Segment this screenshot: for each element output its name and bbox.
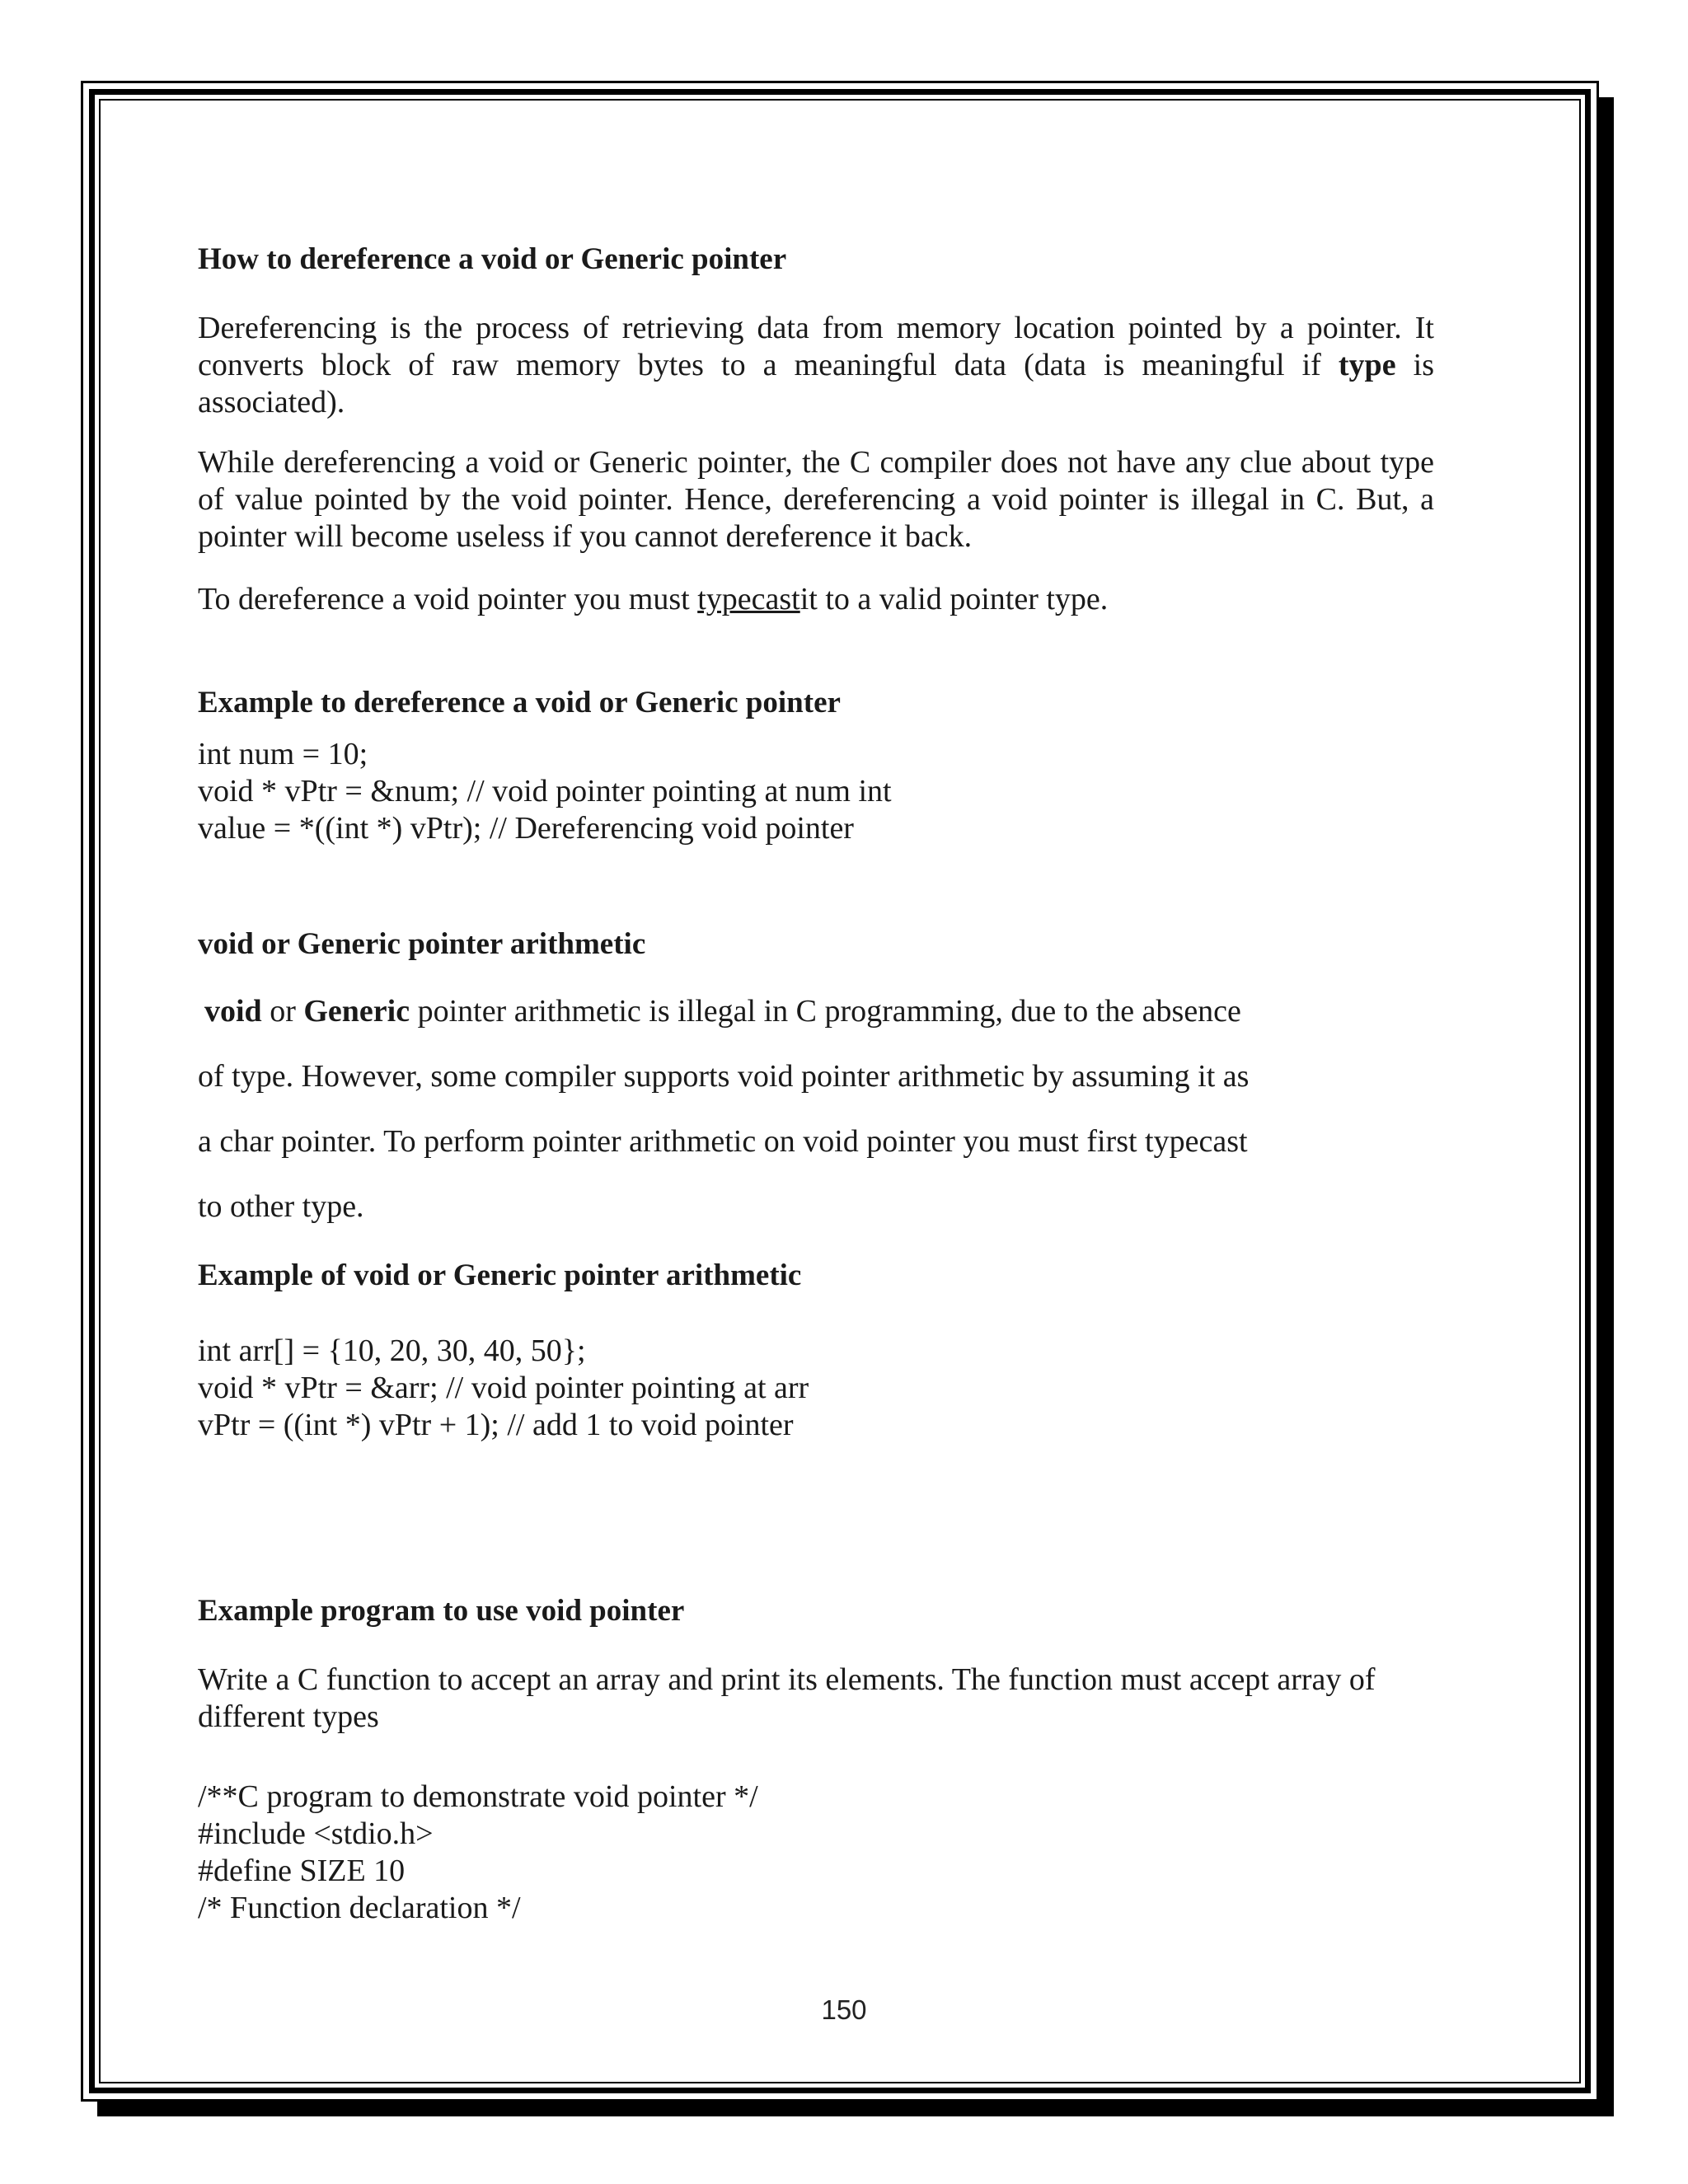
page-number: 150 bbox=[821, 1994, 867, 2025]
bold-generic: Generic bbox=[303, 994, 410, 1029]
paragraph-program-task: Write a C function to accept an array and print its elements. The function must accept array of different types bbox=[198, 1662, 1376, 1734]
code-line: /* Function declaration */ bbox=[198, 1891, 521, 1925]
code-block-program bbox=[198, 1779, 1434, 1927]
p1-bold-type: type bbox=[1338, 348, 1396, 382]
code-block-dereference bbox=[198, 736, 1434, 847]
arithmetic-line-3: a char pointer. To perform pointer arithmetic on void pointer you must first typecast bbox=[198, 1124, 1248, 1159]
bold-void: void bbox=[204, 994, 262, 1029]
p3-text-a: To dereference a void pointer you must bbox=[198, 582, 698, 616]
section-heading-dereference: How to dereference a void or Generic pointer bbox=[198, 242, 787, 276]
code-line: #include <stdio.h> bbox=[198, 1816, 434, 1851]
section-heading-arithmetic-example: Example of void or Generic pointer arithmetic bbox=[198, 1258, 802, 1292]
code-line: int num = 10; bbox=[198, 737, 368, 771]
paragraph-void-dereference-illegal: While dereferencing a void or Generic pointer, the C compiler does not have any clue about type of value pointed by the void pointer. Hence, dereferencing a void pointer is illegal in C. But, a pointer will become useless if you cannot dereference it back. bbox=[198, 445, 1434, 554]
code-block-arithmetic bbox=[198, 1333, 1434, 1444]
code-line: int arr[] = {10, 20, 30, 40, 50}; bbox=[198, 1333, 586, 1368]
text-arithmetic-rest: pointer arithmetic is illegal in C programming, due to the absence bbox=[410, 994, 1241, 1029]
typecast-link[interactable]: typecast bbox=[697, 582, 800, 616]
p3-text-b: it to a valid pointer type. bbox=[799, 582, 1109, 616]
section-heading-program-example: Example program to use void pointer bbox=[198, 1594, 685, 1628]
paragraph-dereferencing-definition bbox=[198, 310, 1434, 421]
code-line: void * vPtr = &arr; // void pointer pointing at arr bbox=[198, 1371, 809, 1405]
p1-text-b: is associated). bbox=[198, 348, 1434, 419]
section-heading-pointer-arithmetic: void or Generic pointer arithmetic bbox=[198, 927, 646, 961]
code-line: vPtr = ((int *) vPtr + 1); // add 1 to void pointer bbox=[198, 1408, 794, 1442]
code-line: /**C program to demonstrate void pointer */ bbox=[198, 1779, 758, 1814]
code-line: value = *((int *) vPtr); // Dereferencing void pointer bbox=[198, 811, 854, 846]
text-or: or bbox=[261, 994, 304, 1029]
paragraph-typecast-instruction bbox=[198, 581, 1434, 618]
code-line: #define SIZE 10 bbox=[198, 1854, 406, 1888]
arithmetic-line-1 bbox=[204, 993, 1441, 1030]
arithmetic-line-2: of type. However, some compiler supports void pointer arithmetic by assuming it as bbox=[198, 1059, 1250, 1094]
p1-text-a: Dereferencing is the process of retrieving data from memory location pointed by a pointer. It converts block of raw memory bytes to a meaningful data (data is meaningful if bbox=[198, 311, 1434, 382]
arithmetic-line-4: to other type. bbox=[198, 1189, 364, 1224]
section-heading-dereference-example: Example to dereference a void or Generic pointer bbox=[198, 686, 841, 719]
code-line: void * vPtr = &num; // void pointer pointing at num int bbox=[198, 774, 892, 808]
